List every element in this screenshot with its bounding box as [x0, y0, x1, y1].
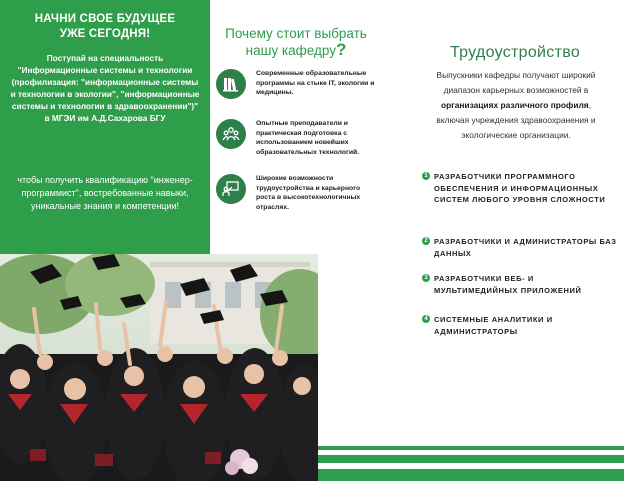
- decor-stripe-thin: [318, 446, 624, 450]
- career-number: 2: [422, 237, 430, 245]
- why-title-mark: ?: [335, 40, 347, 59]
- employment-text-bold: организациях различного профиля: [440, 100, 589, 110]
- headline-line-1: НАЧНИ СВОЕ БУДУЩЕЕ: [34, 13, 176, 25]
- qualification-text: чтобы получить квалификацию "инженер-программист", востребованные навыки, уникальные знания и компетенции!: [17, 175, 193, 211]
- feature-teachers-text: Опытные преподаватели и практическая подготовка с использованием новейших образовательных технологий.: [256, 120, 360, 156]
- teacher-icon: [216, 174, 246, 204]
- career-number: 3: [422, 274, 430, 282]
- employment-title: Трудоустройство: [449, 44, 581, 61]
- employment-text-before: Выпускники кафедры получают широкий диапазон карьерных возможностей в: [436, 70, 596, 95]
- intro-panel: [0, 0, 210, 254]
- program-text: Поступай на специальность "Информационные системы и технологии (профилизация: "информационные системы и технологии в экологии", "информационные системы и технологии в здравоохранении")" в МГЭИ им А.Д.Сахарова БГУ: [10, 53, 200, 123]
- career-label: СИСТЕМНЫЕ АНАЛИТИКИ И АДМИНИСТРАТОРЫ: [434, 315, 553, 336]
- decor-stripe-thick: [318, 469, 624, 481]
- career-label: РАЗРАБОТЧИКИ ПРОГРАММНОГО ОБЕСПЕЧЕНИЯ И ИНФОРМАЦИОННЫХ СИСТЕМ ЛЮБОГО УРОВНЯ СЛОЖНОСТИ: [434, 172, 606, 204]
- graduation-photo: [0, 254, 318, 481]
- career-label: РАЗРАБОТЧИКИ И АДМИНИСТРАТОРЫ БАЗ ДАННЫХ: [434, 237, 617, 258]
- employment-text-after: , включая учреждения здравоохранения и экологические организации.: [436, 100, 596, 140]
- feature-programs-text: Современные образовательные программы на стыке IT, экологии и медицины.: [256, 70, 375, 97]
- books-icon: [216, 69, 246, 99]
- headline-line-2: УЖЕ СЕГОДНЯ!: [59, 28, 151, 40]
- employment-text: [424, 68, 608, 143]
- why-title: [218, 26, 374, 59]
- why-title-text: Почему стоит выбрать нашу кафедру: [225, 26, 367, 58]
- graduation-photo-illustration: [0, 254, 318, 481]
- career-number: 4: [422, 315, 430, 323]
- career-label: РАЗРАБОТЧИКИ ВЕБ- И МУЛЬТИМЕДИЙНЫХ ПРИЛОЖЕНИЙ: [434, 274, 582, 295]
- decor-stripe-medium: [318, 455, 624, 463]
- headline: [8, 12, 202, 42]
- team-icon: [216, 119, 246, 149]
- career-number: 1: [422, 172, 430, 180]
- feature-careers-text: Широкие возможности трудоустройства и карьерного роста в высокотехнологичных отраслях.: [256, 175, 361, 211]
